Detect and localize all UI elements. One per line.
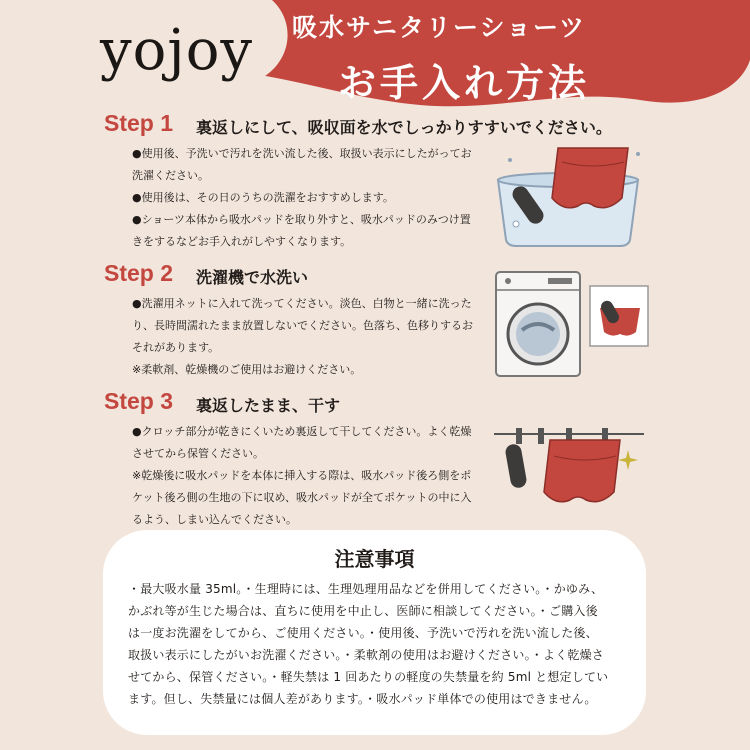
step-1-line: ●使用後は、その日のうちの洗濯をおすすめします。 <box>132 191 394 204</box>
notice-line: 取扱い表示にしたがいお洗濯ください。・柔軟剤の使用はお避けください。・よく乾燥さ <box>128 648 605 662</box>
step-3-body <box>132 421 492 531</box>
step-3-line: ●クロッチ部分が乾きにくいため裏返して干してください。よく乾燥 <box>132 425 472 438</box>
step-1-line: ●ショーツ本体から吸水パッドを取り外すと、吸水パッドのみつけ置 <box>132 213 471 226</box>
step-2-title: 洗濯機で水洗い <box>196 268 309 287</box>
step-1-line: ●使用後、予洗いで汚れを洗い流した後、取扱い表示にしたがってお <box>132 147 472 160</box>
step-1-number: Step 1 <box>104 110 174 136</box>
step-1-line: 洗濯ください。 <box>132 169 209 182</box>
step-3-line: ケット後ろ側の生地の下に収め、吸水パッドが全てポケットの中に入 <box>132 491 472 504</box>
step-3-line: るよう、しまい込んでください。 <box>132 513 297 526</box>
washing-machine-illustration <box>494 268 654 380</box>
notice-box <box>103 530 646 735</box>
page-title-line1: 吸水サニタリーショーツ <box>292 13 587 42</box>
step-2-number: Step 2 <box>104 260 174 286</box>
step-2-line: ●洗濯用ネットに入れて洗ってください。淡色、白物と一緒に洗った <box>132 297 472 310</box>
header-banner <box>0 0 750 120</box>
drying-illustration <box>494 420 644 520</box>
step-1-body <box>132 143 492 253</box>
step-3-number: Step 3 <box>104 388 174 414</box>
step-2-line: り、長時間濡れたまま放置しないでください。色落ち、色移りするお <box>132 319 473 332</box>
notice-title: 注意事項 <box>334 547 415 571</box>
notice-body <box>128 578 628 710</box>
step-1-title: 裏返しにして、吸収面を水でしっかりすすいでください。 <box>196 118 612 137</box>
step-3-title: 裏返したまま、干す <box>196 396 341 415</box>
page-title-line2: お手入れ方法 <box>338 61 591 105</box>
step-2-body <box>132 293 492 381</box>
step-2-line: ※柔軟剤、乾燥機のご使用はお避けください。 <box>132 363 362 376</box>
notice-line: かぶれ等が生じた場合は、直ちに使用を中止し、医師に相談してください。・ご購入後 <box>128 604 598 618</box>
step-3-line: させてから保管ください。 <box>132 447 264 460</box>
step-2-line: それがあります。 <box>132 341 220 354</box>
notice-line: ます。但し、失禁量には個人差があります。・吸水パッド単体での使用はできません。 <box>128 692 597 706</box>
step-3-line: ※乾燥後に吸水パッドを本体に挿入する際は、吸水パッド後ろ側をポ <box>132 469 472 482</box>
notice-line: は一度お洗濯をしてから、ご使用ください。・使用後、予洗いで汚れを洗い流した後、 <box>128 626 598 640</box>
step-1-line: きをするなどお手入れがしやすくなります。 <box>132 235 352 248</box>
basin-washing-illustration <box>490 140 650 250</box>
notice-line: せてから、保管ください。・軽失禁は 1 回あたりの軽度の失禁量を約 5ml と想定してい <box>128 670 609 684</box>
brand-logo: yojoy <box>100 18 254 83</box>
notice-line: ・最大吸水量 35ml。・生理時には、生理処理用品などを併用してください。・かゆみ、 <box>128 582 604 596</box>
